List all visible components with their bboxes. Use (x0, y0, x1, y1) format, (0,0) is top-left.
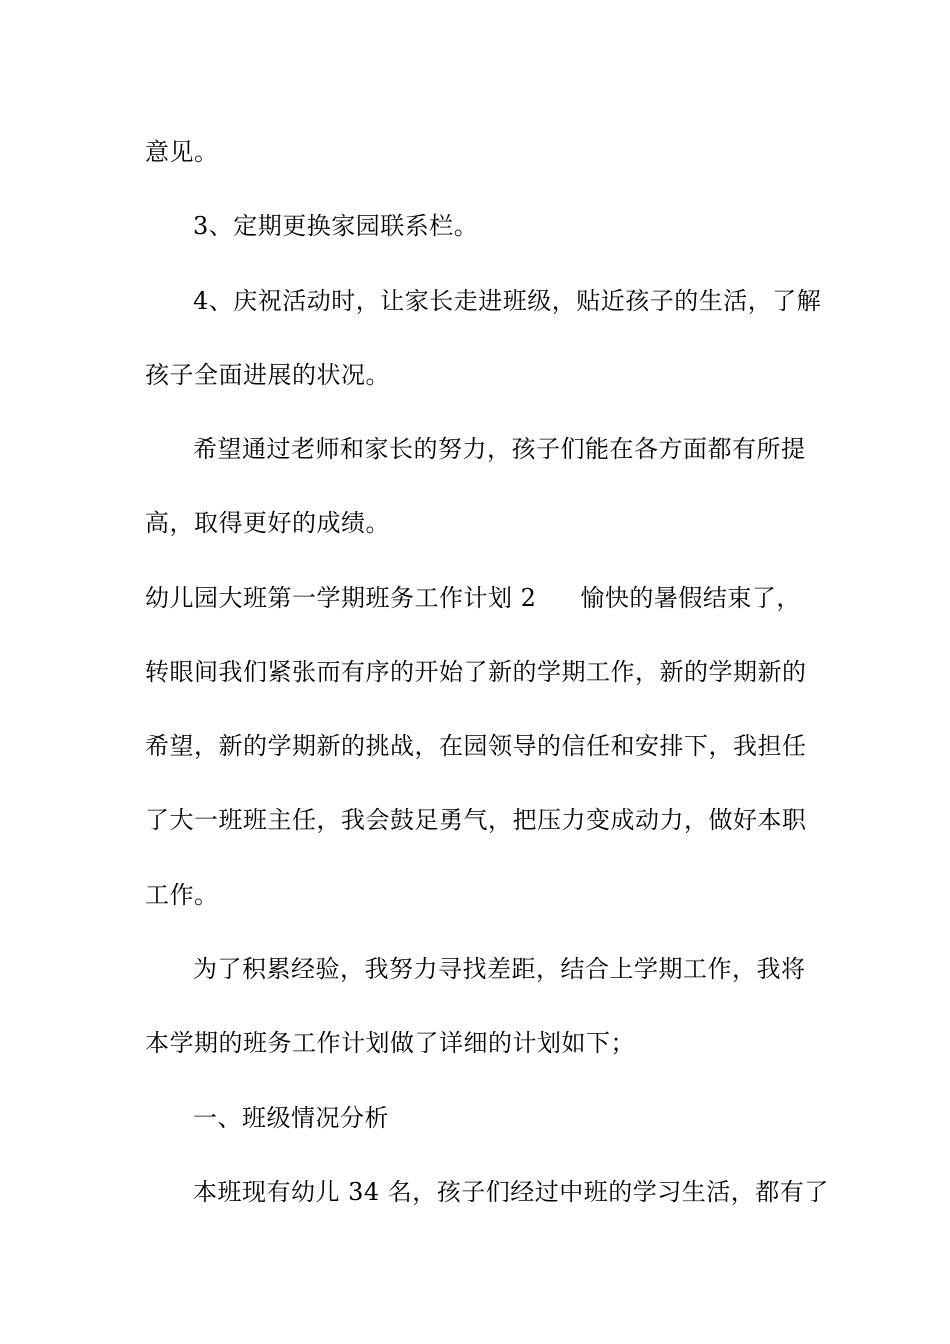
section-title-line (145, 583, 810, 613)
text-line-1: 意见。 (145, 138, 219, 166)
section-title: 幼儿园大班第一学期班务工作计划 2 (145, 584, 537, 612)
text-line-9: 希望，新的学期新的挑战，在园领导的信任和安排下，我担任 (145, 732, 807, 760)
section-intro-start: 愉快的暑假结束了， (580, 584, 801, 612)
text-line-8: 转眼间我们紧张而有序的开始了新的学期工作，新的学期新的 (145, 658, 807, 686)
subheading-class-analysis: 一、班级情况分析 (193, 1104, 389, 1132)
text-line-5: 希望通过老师和家长的努力，孩子们能在各方面都有所提 (193, 435, 806, 463)
text-line-2: 3、定期更换家园联系栏。 (193, 212, 479, 240)
text-line-6: 高，取得更好的成绩。 (145, 509, 390, 537)
text-line-12: 为了积累经验，我努力寻找差距，结合上学期工作，我将 (193, 955, 806, 983)
text-line-11: 工作。 (145, 881, 219, 909)
text-line-10: 了大一班班主任，我会鼓足勇气，把压力变成动力，做好本职 (145, 806, 807, 834)
text-line-3: 4、庆祝活动时，让家长走进班级，贴近孩子的生活，了解 (193, 287, 822, 315)
text-line-4: 孩子全面进展的状况。 (145, 361, 390, 389)
text-line-13: 本学期的班务工作计划做了详细的计划如下； (145, 1029, 635, 1057)
text-line-15: 本班现有幼儿 34 名，孩子们经过中班的学习生活，都有了 (193, 1178, 829, 1206)
